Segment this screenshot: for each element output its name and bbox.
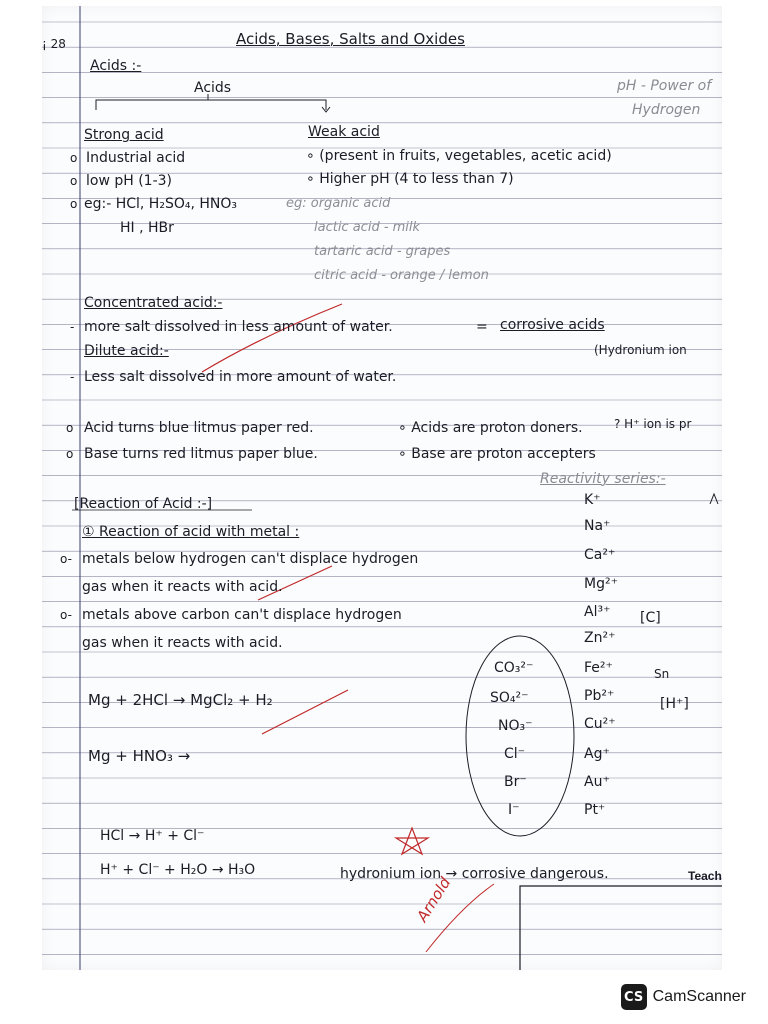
anion-item: I⁻ — [508, 802, 520, 818]
margin-mark: o — [66, 421, 74, 435]
camscanner-logo-icon: CS — [621, 984, 647, 1010]
litmus-acid: Acid turns blue litmus paper red. — [84, 420, 314, 436]
litmus-base: Base turns red litmus paper blue. — [84, 446, 318, 462]
acids-heading: Acids :- — [90, 58, 142, 74]
page-title: Acids, Bases, Salts and Oxides — [236, 30, 465, 48]
camscanner-watermark — [621, 984, 746, 1010]
margin-mark: o — [70, 197, 78, 211]
weak-example-2: lactic acid - milk — [314, 220, 421, 235]
metal-note-1: metals below hydrogen can't displace hydrogen — [82, 551, 419, 567]
proton-base: ∘ Base are proton accepters — [398, 446, 596, 462]
metal-note-4: gas when it reacts with acid. — [82, 635, 283, 651]
red-strike — [202, 304, 342, 372]
tin-mark: Sn — [654, 667, 670, 681]
equation-mg-hcl: Mg + 2HCl → MgCl₂ + H₂ — [88, 691, 273, 709]
notebook-page — [42, 6, 722, 970]
margin-arrow-icon — [710, 494, 718, 504]
series-item: Pt⁺ — [584, 802, 606, 818]
hydronium-note: hydronium ion → corrosive dangerous. — [340, 866, 609, 882]
red-star-icon — [396, 828, 428, 854]
metal-note-2: gas when it reacts with acid. — [82, 579, 283, 595]
anion-item: SO₄²⁻ — [490, 690, 529, 706]
equals-sign: = — [476, 319, 488, 335]
red-annotation: Arnold — [413, 874, 455, 926]
hydrogen-mark: [H⁺] — [660, 696, 689, 712]
proton-acid: ∘ Acids are proton doners. — [398, 420, 583, 436]
strong-item-2: low pH (1-3) — [86, 173, 173, 189]
strong-examples-2: HI , HBr — [120, 220, 174, 236]
ph-note-2: Hydrogen — [632, 102, 701, 118]
teacher-box — [520, 886, 722, 970]
equation-hydronium: H⁺ + Cl⁻ + H₂O → H₃O — [100, 862, 256, 878]
weak-acid-heading: Weak acid — [308, 124, 380, 140]
tree-root-acids: Acids — [194, 80, 232, 96]
tree-bracket — [96, 100, 326, 110]
strong-acid-heading: Strong acid — [84, 127, 164, 143]
margin-mark: - — [70, 370, 75, 384]
weak-example-3: tartaric acid - grapes — [314, 244, 451, 259]
reaction-with-metal: ① Reaction of acid with metal : — [82, 524, 300, 540]
reaction-heading: [Reaction of Acid :-] — [74, 496, 213, 512]
series-item: Al³⁺ — [584, 604, 611, 620]
margin-mark: o- — [60, 552, 72, 566]
series-item: K⁺ — [584, 492, 601, 508]
series-item: Zn²⁺ — [584, 630, 616, 646]
margin-mark: o — [66, 447, 74, 461]
series-item: Pb²⁺ — [584, 688, 615, 704]
series-item: Na⁺ — [584, 518, 611, 534]
corrosive-acids: corrosive acids — [500, 317, 605, 333]
ph-note-1: pH - Power of — [617, 78, 712, 94]
equation-mg-hno3: Mg + HNO₃ → — [88, 747, 191, 765]
margin-mark: o — [70, 174, 78, 188]
weak-example-4: citric acid - orange / lemon — [314, 268, 489, 283]
teacher-label: Teach — [688, 869, 722, 883]
strong-examples-1: eg:- HCl, H₂SO₄, HNO₃ — [84, 196, 238, 212]
series-item: Ag⁺ — [584, 746, 610, 762]
camscanner-name: CamScanner — [652, 988, 746, 1005]
equation-hcl-ionise: HCl → H⁺ + Cl⁻ — [100, 828, 205, 844]
hydronium-ion-note: (Hydronium ion — [594, 343, 687, 357]
concentrated-heading: Concentrated acid:- — [84, 295, 223, 311]
margin-mark: o — [70, 151, 78, 165]
dilute-heading: Dilute acid:- — [84, 343, 169, 359]
weak-item-2: ∘ Higher pH (4 to less than 7) — [306, 171, 514, 187]
concentrated-text: more salt dissolved in less amount of water. — [84, 319, 393, 335]
series-item: Ca²⁺ — [584, 547, 616, 563]
strong-item-1: Industrial acid — [86, 150, 186, 166]
anion-item: Cl⁻ — [504, 746, 526, 762]
page-number: ¡ 28 — [42, 37, 66, 51]
anion-item: NO₃⁻ — [498, 718, 533, 734]
series-item: Fe²⁺ — [584, 660, 613, 676]
weak-item-1: ∘ (present in fruits, vegetables, acetic acid) — [306, 148, 612, 164]
dilute-text: Less salt dissolved in more amount of water. — [84, 369, 397, 385]
proton-margin-note: ? H⁺ ion is pr — [614, 417, 692, 431]
reactivity-heading: Reactivity series:- — [540, 471, 666, 487]
margin-mark: o- — [60, 608, 72, 622]
series-item: Au⁺ — [584, 774, 610, 790]
series-item: Cu²⁺ — [584, 716, 616, 732]
series-item: Mg²⁺ — [584, 576, 618, 592]
weak-example-1: eg: organic acid — [286, 196, 391, 211]
margin-mark: - — [70, 320, 75, 334]
carbon-mark: [C] — [640, 610, 661, 626]
metal-note-3: metals above carbon can't displace hydrogen — [82, 607, 402, 623]
anion-item: CO₃²⁻ — [494, 660, 534, 676]
anion-item: Br⁻ — [504, 774, 527, 790]
